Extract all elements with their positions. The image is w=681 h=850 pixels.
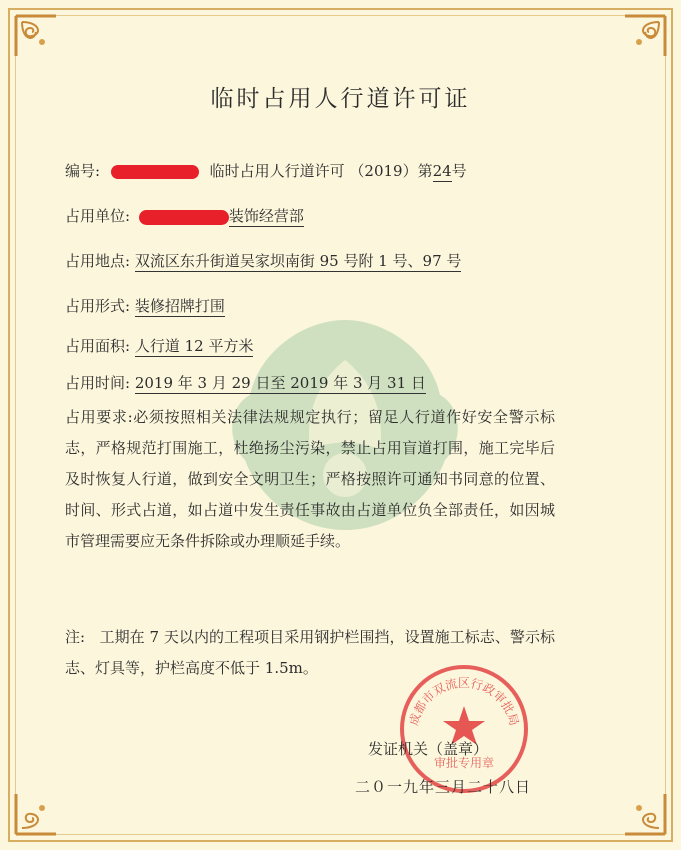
location-label: 占用地点: — [65, 252, 131, 270]
number-label: 编号: — [65, 162, 101, 180]
corner-ornament-icon — [12, 782, 68, 838]
unit-label: 占用单位: — [65, 207, 131, 225]
redaction-mark — [111, 165, 199, 179]
svg-text:审批专用章: 审批专用章 — [433, 756, 495, 770]
area-row — [65, 335, 253, 356]
unit-value: 装饰经营部 — [228, 207, 304, 225]
corner-ornament-icon — [613, 782, 669, 838]
svg-text:成都市双流区行政审批局: 成都市双流区行政审批局 — [406, 676, 522, 728]
time-row — [65, 372, 426, 393]
form-label: 占用形式: — [65, 297, 131, 315]
requirements-label: 占用要求: — [65, 408, 133, 426]
note-label: 注: — [65, 628, 86, 646]
time-label: 占用时间: — [65, 374, 131, 392]
requirements-paragraph — [65, 402, 555, 557]
note-text: 工期在 7 天以内的工程项目采用钢护栏围挡，设置施工标志、警示标志、灯具等，护栏高度不低于 1.5m。 — [65, 628, 555, 677]
form-value: 装修招牌打围 — [134, 297, 225, 315]
area-value: 人行道 12 平方米 — [134, 337, 254, 355]
number-value: 24 — [432, 162, 452, 180]
requirements-text: 必须按照相关法律法规规定执行；留足人行道作好安全警示标志，严格规范打围施工，杜绝扬尘污染，禁止占用盲道打围，施工完毕后及时恢复人行道，做到安全文明卫生；严格按照许可通知书同意的位置、时间、形式占道，如占道中发生责任事故由占道单位负全部责任，如因城市管理需要应无条件拆除或办理顺延手续。 — [65, 408, 555, 550]
corner-ornament-icon — [12, 12, 68, 68]
permit-number-row — [65, 160, 467, 181]
corner-ornament-icon — [613, 12, 669, 68]
number-suffix: 号 — [451, 162, 467, 180]
redaction-mark — [139, 210, 229, 225]
location-row — [65, 250, 461, 271]
number-text: 临时占用人行道许可 （2019）第 — [209, 162, 433, 180]
issue-date: 二０一九年三月二十八日 — [355, 778, 532, 796]
time-value: 2019 年 3 月 29 日至 2019 年 3 月 31 日 — [134, 374, 426, 392]
form-row — [65, 295, 225, 316]
document-title: 临时占用人行道许可证 — [210, 86, 471, 112]
issuing-authority: 发证机关（盖章） — [368, 740, 489, 758]
area-label: 占用面积: — [65, 337, 131, 355]
location-value: 双流区东升街道吴家坝南街 95 号附 1 号、97 号 — [134, 252, 462, 270]
occupying-unit-row — [65, 205, 304, 226]
